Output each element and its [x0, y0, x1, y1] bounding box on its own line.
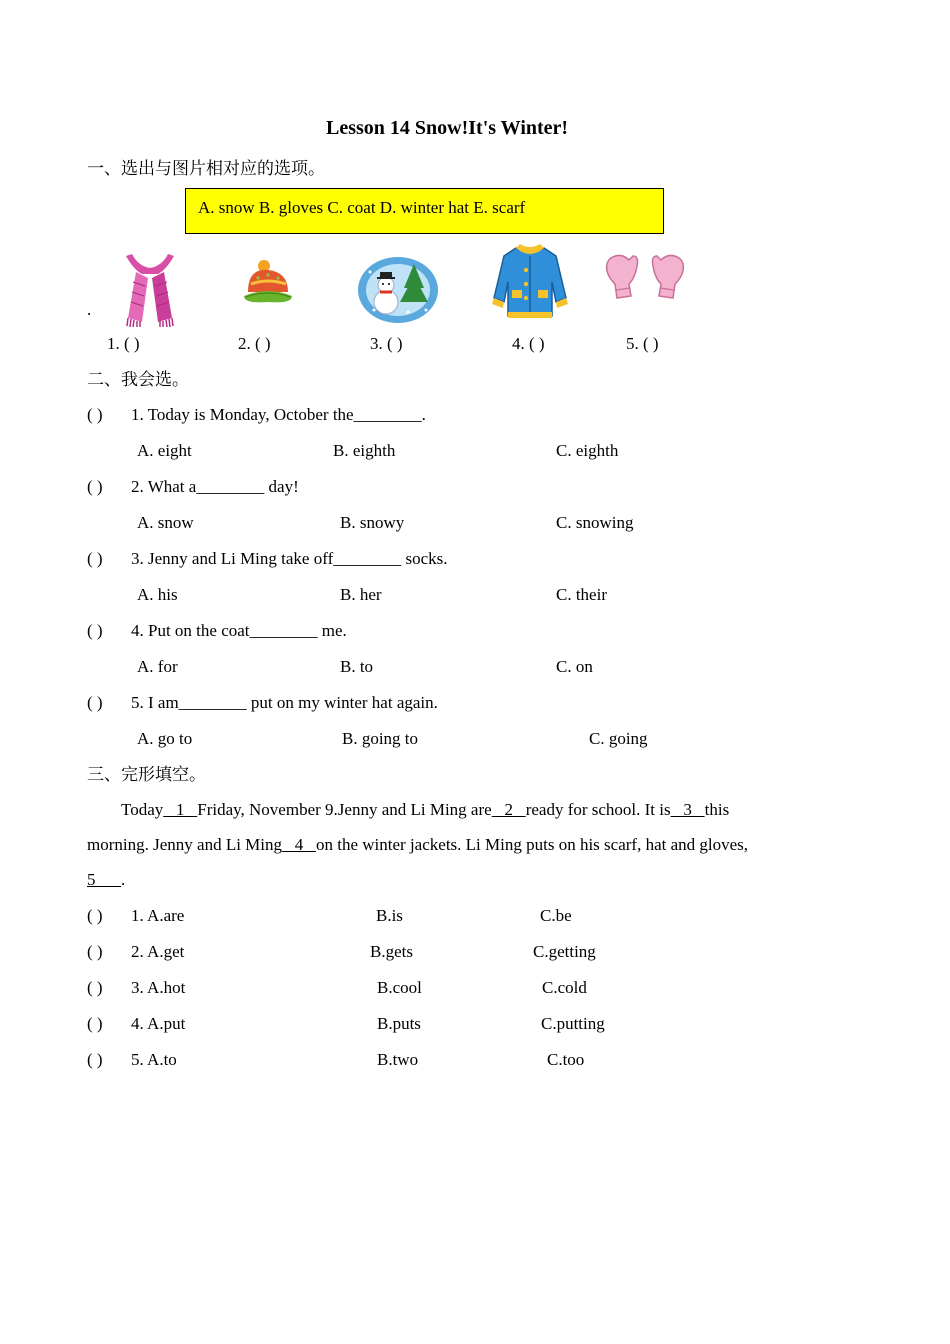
- cloze-option-b: B.puts: [377, 1014, 421, 1033]
- picture-label-1[interactable]: 1. ( ): [107, 334, 140, 353]
- option-c: C. their: [556, 585, 607, 604]
- cloze-option-a: 1. A.are: [131, 906, 185, 925]
- option-a: A. for: [137, 657, 178, 676]
- cloze-option-c: C.be: [540, 906, 572, 925]
- cloze-option-b: B.two: [377, 1050, 419, 1069]
- winter-hat-icon: [242, 258, 294, 306]
- option-a: A. eight: [137, 441, 192, 460]
- coat-icon: [490, 242, 570, 320]
- passage-text: Friday, November 9.Jenny and Li Ming are: [197, 800, 492, 819]
- answer-paren[interactable]: ( ): [87, 942, 103, 961]
- word-box: [185, 188, 664, 234]
- option-c: C. eighth: [556, 441, 619, 460]
- passage-line-3: [87, 870, 125, 890]
- option-a: A. his: [137, 585, 178, 604]
- option-a: A. go to: [137, 729, 193, 748]
- cloze-option-a: 2. A.get: [131, 942, 185, 961]
- answer-paren[interactable]: ( ): [87, 1014, 103, 1033]
- option-c: C. on: [556, 657, 593, 676]
- option-b: B. her: [340, 585, 382, 604]
- question-stem: 1. Today is Monday, October the________.: [131, 405, 426, 424]
- page-title: Lesson 14 Snow!It's Winter!: [326, 117, 569, 139]
- passage-text: ready for school. It is: [525, 800, 671, 819]
- question-stem: 4. Put on the coat________ me.: [131, 621, 347, 640]
- cloze-option-c: C.getting: [533, 942, 596, 961]
- passage-line-1: [121, 800, 729, 820]
- blank-2[interactable]: 2: [491, 800, 526, 819]
- picture-label-2[interactable]: 2. ( ): [238, 334, 271, 353]
- option-c: C. going: [589, 729, 648, 748]
- cloze-option-c: C.putting: [541, 1014, 605, 1033]
- cloze-option-a: 4. A.put: [131, 1014, 186, 1033]
- section2-heading: 二、我会选。: [87, 370, 189, 389]
- answer-paren[interactable]: ( ): [87, 477, 103, 496]
- cloze-option-a: 3. A.hot: [131, 978, 186, 997]
- picture-label-5[interactable]: 5. ( ): [626, 334, 659, 353]
- scarf-icon: [118, 252, 182, 328]
- blank-5[interactable]: 5 __: [87, 870, 121, 889]
- cloze-option-a: 5. A.to: [131, 1050, 177, 1069]
- passage-text: Today: [121, 800, 164, 819]
- cloze-option-c: C.too: [547, 1050, 585, 1069]
- stray-dot: .: [87, 300, 92, 319]
- word-box-text: A. snow B. gloves C. coat D. winter hat E. scarf: [198, 198, 526, 217]
- passage-text: .: [121, 870, 126, 889]
- passage-text: this: [704, 800, 730, 819]
- answer-paren[interactable]: ( ): [87, 1050, 103, 1069]
- answer-paren[interactable]: ( ): [87, 621, 103, 640]
- answer-paren[interactable]: ( ): [87, 405, 103, 424]
- cloze-option-b: B.is: [376, 906, 403, 925]
- passage-text: on the winter jackets. Li Ming puts on his scarf, hat and gloves,: [316, 835, 749, 854]
- cloze-option-c: C.cold: [542, 978, 587, 997]
- section1-heading: 一、选出与图片相对应的选项。: [87, 159, 325, 178]
- section3-heading: 三、完形填空。: [87, 765, 206, 784]
- picture-label-4[interactable]: 4. ( ): [512, 334, 545, 353]
- gloves-icon: [603, 250, 687, 302]
- option-b: B. eighth: [333, 441, 396, 460]
- answer-paren[interactable]: ( ): [87, 549, 103, 568]
- cloze-option-b: B.gets: [370, 942, 413, 961]
- option-b: B. to: [340, 657, 374, 676]
- option-a: A. snow: [137, 513, 194, 532]
- question-stem: 2. What a________ day!: [131, 477, 299, 496]
- blank-1[interactable]: 1: [163, 800, 198, 819]
- answer-paren[interactable]: ( ): [87, 978, 103, 997]
- answer-paren[interactable]: ( ): [87, 906, 103, 925]
- blank-3[interactable]: 3: [670, 800, 705, 819]
- answer-paren[interactable]: ( ): [87, 693, 103, 712]
- passage-text: morning. Jenny and Li Ming: [87, 835, 283, 854]
- option-b: B. snowy: [340, 513, 405, 532]
- picture-label-3[interactable]: 3. ( ): [370, 334, 403, 353]
- option-c: C. snowing: [556, 513, 634, 532]
- option-b: B. going to: [342, 729, 419, 748]
- question-stem: 3. Jenny and Li Ming take off________ socks.: [131, 549, 448, 568]
- cloze-option-b: B.cool: [377, 978, 422, 997]
- passage-line-2: [87, 835, 748, 855]
- question-stem: 5. I am________ put on my winter hat again.: [131, 693, 438, 712]
- blank-4[interactable]: 4: [282, 835, 317, 854]
- snowman-snow-icon: [356, 252, 440, 324]
